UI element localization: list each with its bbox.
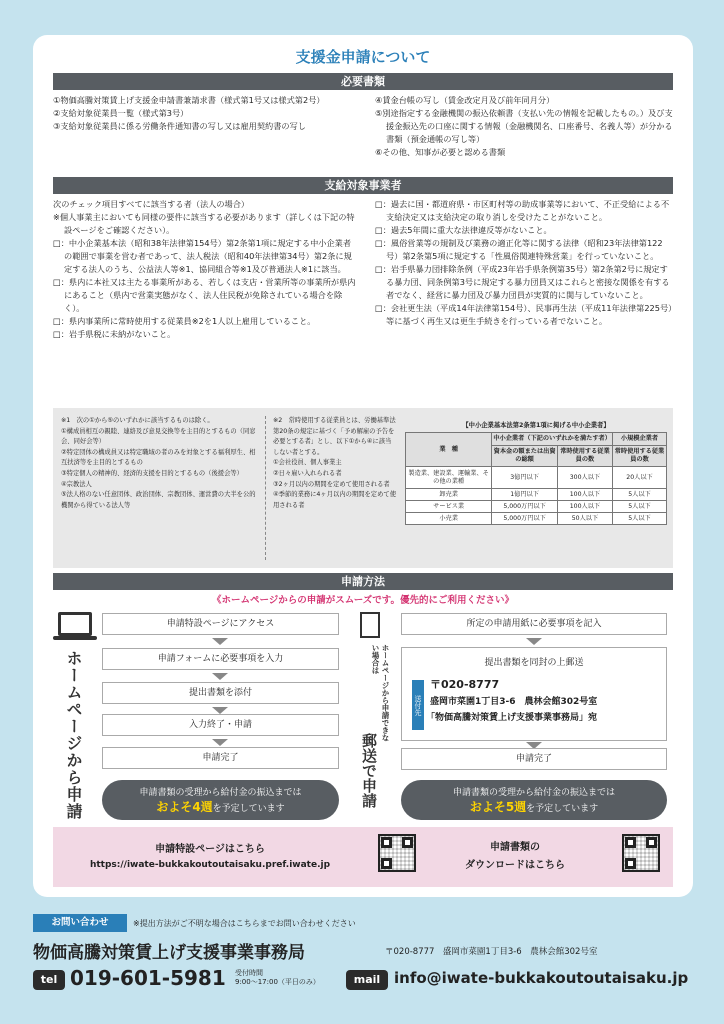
eligible-check: □：中小企業基本法（昭和38年法律第154号）第2条第1項に規定する中小企業者の範囲で事業を営む者であって、法人税法（昭和40年法律第34号）第2条に規定する法人のうち、公益法人等※1、協同組合等※1及び普通法人※1に該当。 [53,238,352,274]
note-line: ①会社役員、個人事業主 [273,459,342,467]
web-step-2: 申請フォームに必要事項を入力 [102,648,339,670]
contact-note: ※提出方法がご不明な場合はこちらまでお問い合わせください [133,919,356,928]
hours-label: 受付時間 [235,969,263,977]
table-cell: 小売業 [406,513,492,525]
note-line: ※2 常時使用する従業員とは、労働基準法第20条の規定に基づく「予め解雇の予告を必要とする者」とし、以下①から④に該当しない者とする。 [273,417,396,456]
table-cell: 5人以下 [612,513,666,525]
table-row [406,489,667,501]
table-cell: 5人以下 [612,489,666,501]
eligible-check: □：過去5年間に重大な法律違反等がないこと。 [375,225,552,235]
tel-number[interactable]: 019-601-5981 [70,966,226,990]
laptop-base-icon [53,636,97,640]
web-step-3: 提出書類を添付 [102,682,339,704]
required-item: ③支給対象従業員に係る労働条件通知書の写し又は雇用契約書の写し [53,121,306,131]
note-divider [265,416,266,560]
eligible-intro-note: ※個人事業主においても同様の要件に該当する必要があります（詳しくは下記の特設ページをご確認ください）。 [53,212,355,235]
duration-note: 申請書類の受理から給付金の振込までは [139,788,302,798]
special-page-link[interactable]: https://iwate-bukkakoutoutaisaku.pref.iwate.jp [89,860,331,870]
web-step-4: 入力終了・申請 [102,714,339,736]
eligible-left [53,198,358,341]
table-cell: 製造業、建設業、運輸業、その他の業種 [406,467,492,489]
required-docs-left [53,94,358,133]
web-step-1: 申請特設ページにアクセス [102,613,339,635]
note-line: ③2ヶ月以内の期間を定めて使用される者 [273,480,390,488]
required-item: ①物価高騰対策賃上げ支援金申請書兼請求書（様式第1号又は様式第2号） [53,95,325,105]
duration-weeks: およそ4週 [156,800,213,814]
tel-label: tel [33,970,65,990]
note-line: ①構成員相互の親睦、連絡及び意見交換等を主目的とするもの（同窓会、同好会等） [61,427,256,446]
eligible-check: □：過去に国・都道府県・市区町村等の助成事業等において、不正受給による不支給決定又は支給決定の取り消しを受けたことがないこと。 [375,199,670,222]
arrow-down-icon [212,638,228,645]
duration-note: 申請書類の受理から給付金の振込までは [452,788,615,798]
note-line: ※1 次の①から⑤のいずれかに該当するものは除く。 [61,417,214,424]
sme-head: 常時使用する従業員の数 [612,446,666,467]
table-cell: 5,000万円以下 [492,501,558,513]
mail-step-2-box [401,647,667,741]
eligible-check: □：岩手県税に未納がないこと。 [53,329,176,339]
duration-weeks: およそ5週 [469,800,527,814]
special-page-title: 申請特設ページはこちら [155,844,265,855]
arrow-down-icon [526,638,542,645]
table-cell: 300人以下 [557,467,612,489]
contact-addr: 〒020-8777 盛岡市菜園1丁目3-6 農林会館302号室 [385,947,598,957]
note-1 [61,416,257,511]
arrow-down-icon [212,739,228,746]
mail-step-3: 申請完了 [401,748,667,770]
web-title: ホームページから申請 [64,650,83,820]
note-line: ②日々雇い入れられる者 [273,469,342,477]
hours [235,969,320,987]
arrow-down-icon [212,673,228,680]
note-line: ②特定団体の構成員又は特定職域の者のみを対象とする福利厚生、相互扶済等を主目的とするもの [61,448,256,467]
email-address[interactable]: info@iwate-bukkakoutoutaisaku.jp [394,969,689,987]
mail-duration [401,780,667,820]
duration-tail: を予定しています [212,804,285,814]
table-cell: 100人以下 [557,489,612,501]
web-step-5: 申請完了 [102,747,339,769]
required-docs-right [375,94,673,159]
mail-title: 郵送で申請 [360,733,378,808]
note-line: ⑤法人格のない任意団体、政治団体、宗教団体、運営費の大半を公的機関から得ている法人等 [61,491,256,509]
table-row [406,501,667,513]
eligible-check: □：岩手県暴力団排除条例（平成23年岩手県条例第35号）第2条第2号に規定する暴力団、同条例第3号に規定する暴力団員又はこれらと密接な関係を有する者でなく、経営に暴力団及び暴力団員が実質的に関与していないこと。 [375,264,670,300]
eligible-check: □：風俗営業等の規制及び業務の適正化等に関する法律（昭和23年法律第122号）第2条第5項に規定する「性風俗関連特殊営業」を行っていないこと。 [375,238,663,261]
mail-step-2: 提出書類を同封の上郵送 [484,658,584,668]
note-line: ③特定個人の精神的、経済的支援を目的とするもの（後援会等） [61,469,243,477]
eligible-check: □：会社更生法（平成14年法律第154号）、民事再生法（平成11年法律第225号）等に基づく再生又は更生手続きを行っている者でないこと。 [375,303,673,326]
mail-subtitle: ホームページから申請できない場合は [371,644,390,742]
table-cell: 50人以下 [557,513,612,525]
download-title-1: 申請書類の [490,842,540,853]
table-cell: 5,000万円以下 [492,513,558,525]
laptop-icon [58,612,92,636]
sme-head: 資本金の額または出資の総額 [492,446,558,467]
sme-head: 常時使用する従業員の数 [557,446,612,467]
table-cell: 5人以下 [612,501,666,513]
sme-head: 中小企業者（下記のいずれかを満たす者） [492,433,613,446]
eligible-intro: 次のチェック項目すべてに該当する者（法人の場合） [53,199,250,209]
method-header: 申請方法 [53,573,673,590]
mail-addr: 盛岡市菜園1丁目3-6 農林会館302号室 [430,697,598,707]
mail-office: 「物価高騰対策賃上げ支援事業事務局」宛 [426,713,598,723]
mail-label: mail [346,970,388,990]
eligible-right [375,198,673,328]
mail-zip: 〒020-8777 [430,678,500,691]
required-docs-header: 必要書類 [53,73,673,90]
contact-office: 物価高騰対策賃上げ支援事業事務局 [33,943,305,963]
eligible-header: 支給対象事業者 [53,177,673,194]
table-row [406,467,667,489]
page-title: 支援金申請について [295,48,431,66]
sme-head: 業 種 [406,433,492,467]
required-item: ④賃金台帳の写し（賃金改定月及び前年同月分） [375,95,555,105]
sme-caption: 【中小企業基本法第2条第1項に掲げる中小企業者】 [462,422,610,429]
table-cell: 20人以下 [612,467,666,489]
contact-label: お問い合わせ [33,914,127,932]
table-row [406,513,667,525]
postbox-icon [360,612,380,638]
qr-code-icon[interactable] [622,834,660,872]
note-line: ④宗教法人 [61,480,92,488]
required-item: ⑤別途指定する金融機関の振込依頼書（支払い先の情報を記載したもの。）及び支援金振込先の口座に関する情報（金融機関名、口座番号、名義人等）が分かる書類（預金通帳の写し等） [375,108,673,144]
table-cell: 卸売業 [406,489,492,501]
eligible-check: □：県内に本社又は主たる事業所がある、若しくは支店・営業所等の事業所が県内にあること（県内で営業実態がなく、法人住民税が免除されている場合を除く）。 [53,277,356,313]
note-2 [273,416,397,511]
arrow-down-icon [212,707,228,714]
mail-step-1: 所定の申請用紙に必要事項を記入 [401,613,667,635]
qr-code-icon[interactable] [378,834,416,872]
duration-tail: を予定しています [526,804,599,814]
hours-value: 9:00〜17:00（平日のみ） [235,978,320,986]
download-title-2: ダウンロードはこちら [465,860,565,871]
required-item: ②支給対象従業員一覧（様式第3号） [53,108,189,118]
sme-table [405,432,667,525]
table-cell: 100人以下 [557,501,612,513]
priority-banner: 《ホームページからの申請がスムーズです。優先的にご利用ください》 [211,595,515,606]
note-line: ④季節的業務に4ヶ月以内の期間を定めて使用される者 [273,491,396,509]
table-cell: サービス業 [406,501,492,513]
sme-head: 小規模企業者 [612,433,666,446]
table-cell: 3億円以下 [492,467,558,489]
web-duration [102,780,339,820]
table-cell: 1億円以下 [492,489,558,501]
dest-label: 送付先 [412,680,424,730]
eligible-check: □：県内事業所に常時使用する従業員※2を1人以上雇用していること。 [53,316,316,326]
required-item: ⑥その他、知事が必要と認める書類 [375,147,506,157]
